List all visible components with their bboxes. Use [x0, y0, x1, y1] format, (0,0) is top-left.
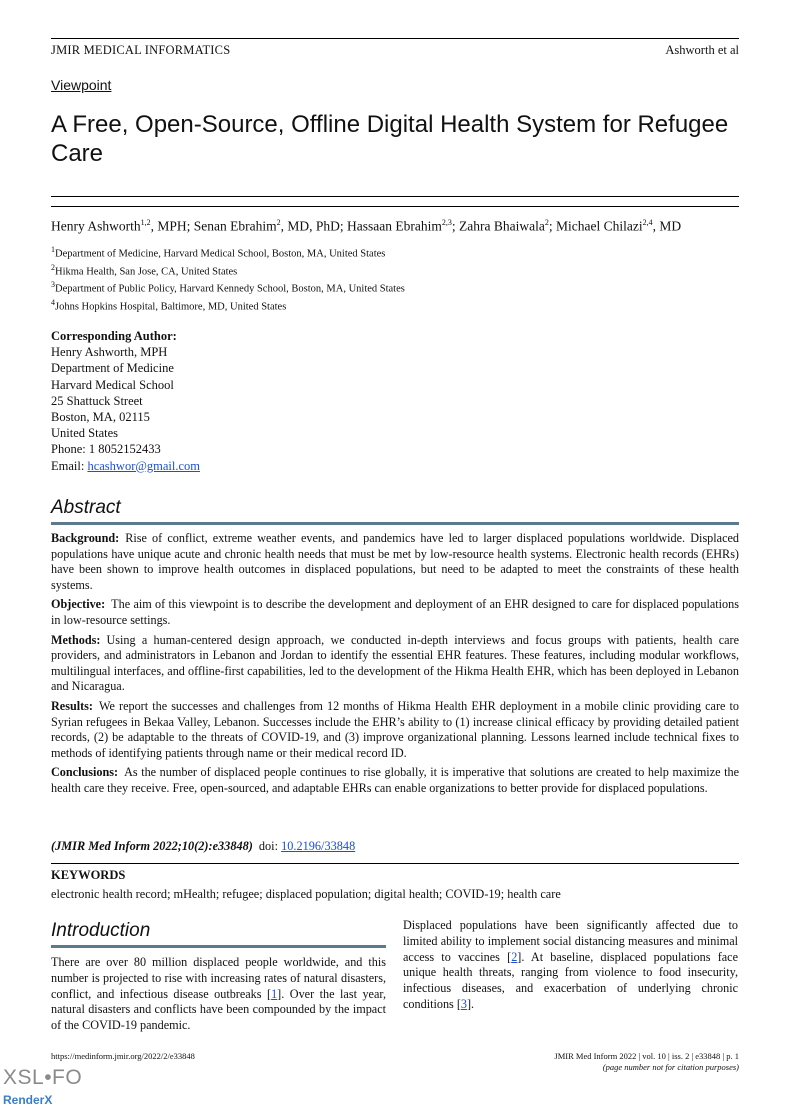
- article-type-link[interactable]: Viewpoint: [51, 77, 112, 93]
- running-header: [51, 38, 739, 61]
- abstract-section: Methods: Using a human-centered design approach, we conducted in-depth interviews and focus groups with patients, health care providers, and administrators in Lebanon and Jordan to identify the essential EHR features. These features, including modular workflows, multilingual interfaces, and offline-first capabilities, led to the development of the Hikma Health EHR, which has been deployed in Lebanon and Nicaragua.: [51, 632, 739, 694]
- introduction-heading: Introduction: [51, 920, 151, 941]
- heading-underline: [51, 522, 739, 525]
- corr-line: Boston, MA, 02115: [51, 410, 150, 425]
- author: Hassaan Ebrahim: [347, 218, 442, 234]
- abstract-body: [51, 531, 739, 801]
- affiliation: $^3$Department of Public Policy, Harvard Kennedy School, Boston, MA, United States: [51, 280, 405, 295]
- author: Henry Ashworth: [51, 218, 141, 234]
- citation-text: (JMIR Med Inform 2022;10(2):e33848): [51, 839, 253, 853]
- corr-email-line: Email: hcashwor@gmail.com: [51, 458, 200, 473]
- divider: [51, 863, 739, 864]
- running-author: Ashworth et al: [665, 43, 739, 57]
- divider: [51, 206, 739, 207]
- affiliation: $^4$Johns Hopkins Hospital, Baltimore, MD, United States: [51, 298, 287, 313]
- corr-line: Henry Ashworth, MPH: [51, 345, 168, 360]
- abstract-section: Objective: The aim of this viewpoint is to describe the development and deployment of an EHR designed to care for displaced populations in low-resource settings.: [51, 597, 739, 627]
- footer-url: https://medinform.jmir.org/2022/2/e33848: [51, 1051, 195, 1061]
- divider: [51, 196, 739, 197]
- author: Senan Ebrahim: [193, 218, 277, 234]
- doi-link[interactable]: 10.2196/33848: [281, 839, 356, 853]
- corr-line: Department of Medicine: [51, 361, 174, 376]
- reference-link[interactable]: 1: [271, 986, 278, 1001]
- corresponding-heading: Corresponding Author:: [51, 329, 177, 343]
- heading-underline: [51, 945, 386, 948]
- article-title: A Free, Open-Source, Offline Digital Health System for Refugee Care: [51, 111, 729, 167]
- xslfo-logo: XSL•FO: [3, 1066, 83, 1089]
- abstract-section: Conclusions: As the number of displaced people continues to rise globally, it is imperative that solutions are created to help maximize the health care they receive. Free, open-sourced, and adaptable EHRs can enable organizations to better provide for displaced populations.: [51, 765, 739, 795]
- footer-info: JMIR Med Inform 2022 | vol. 10 | iss. 2 | e33848 | p. 1 (page number not for citation purposes): [554, 1051, 739, 1072]
- reference-link[interactable]: 2: [511, 949, 518, 964]
- citation: (JMIR Med Inform 2022;10(2):e33848) doi: 10.2196/33848: [51, 839, 356, 853]
- email-link[interactable]: hcashwor@gmail.com: [87, 458, 200, 473]
- intro-paragraph: Displaced populations have been significantly affected due to limited ability to implement social distancing measures and minimal access to vaccines [2]. At baseline, displaced populations face unique health threats, ranging from violence to food insecurity, infectious diseases, and exacerbation of underlying chronic conditions [3].: [403, 918, 738, 1011]
- reference-link[interactable]: 3: [460, 996, 467, 1011]
- journal-name: JMIR MEDICAL INFORMATICS: [51, 43, 231, 57]
- renderx-logo: RenderX: [3, 1093, 53, 1107]
- corr-line: Phone: 1 8052152433: [51, 442, 161, 457]
- affiliation: $^2$Hikma Health, San Jose, CA, United States: [51, 263, 238, 278]
- corr-line: United States: [51, 426, 119, 441]
- author: Michael Chilazi: [556, 218, 643, 234]
- footer-note: (page number not for citation purposes): [602, 1062, 739, 1072]
- corr-line: 25 Shattuck Street: [51, 393, 143, 408]
- affiliation: $^1$Department of Medicine, Harvard Medical School, Boston, MA, United States: [51, 245, 386, 260]
- abstract-section: Background: Rise of conflict, extreme weather events, and pandemics have led to larger displaced populations worldwide. Displaced populations have unique acute and chronic health needs that must be met by low-resource health systems. Electronic health records (EHRs) have been shown to improve health outcomes in displaced populations, but need to be adapted to meet the constraints of these health systems.: [51, 531, 739, 592]
- author: Zahra Bhaiwala: [459, 218, 545, 234]
- intro-paragraph: There are over 80 million displaced people worldwide, and this number is projected to rise with increasing rates of natural disasters, conflict, and infectious disease outbreaks [1]. Over the last year, natural disasters and conflicts have been compounded by the impact of the COVID-19 pandemic.: [51, 955, 386, 1033]
- abstract-section: Results: We report the successes and challenges from 12 months of Hikma Health EHR deployment in a mobile clinic providing care to Syrian refugees in Bekaa Valley, Lebanon. Successes include the EHR’s ability to (1) increase clinical efficacy by providing detailed patient records, (2) be adaptable to the threats of COVID-19, and (3) improve organizational planning. Lessons learned include technical fixes to methods of identifying patients through name or their medical record ID.: [51, 698, 739, 760]
- corresponding-author: [51, 328, 200, 474]
- keywords-list: electronic health record; mHealth; refugee; displaced population; digital health; COVID-19; health care: [51, 887, 561, 901]
- author-list: Henry Ashworth$^{1,2}$, MPH; Senan Ebrahim$^2$, MD, PhD; Hassaan Ebrahim$^{2,3}$; Zahra Bhaiwala$^2$; Michael Chilazi$^{2,4}$, MD: [51, 218, 682, 234]
- abstract-heading: Abstract: [51, 497, 121, 518]
- keywords-heading: KEYWORDS: [51, 868, 126, 882]
- corr-line: Harvard Medical School: [51, 377, 174, 392]
